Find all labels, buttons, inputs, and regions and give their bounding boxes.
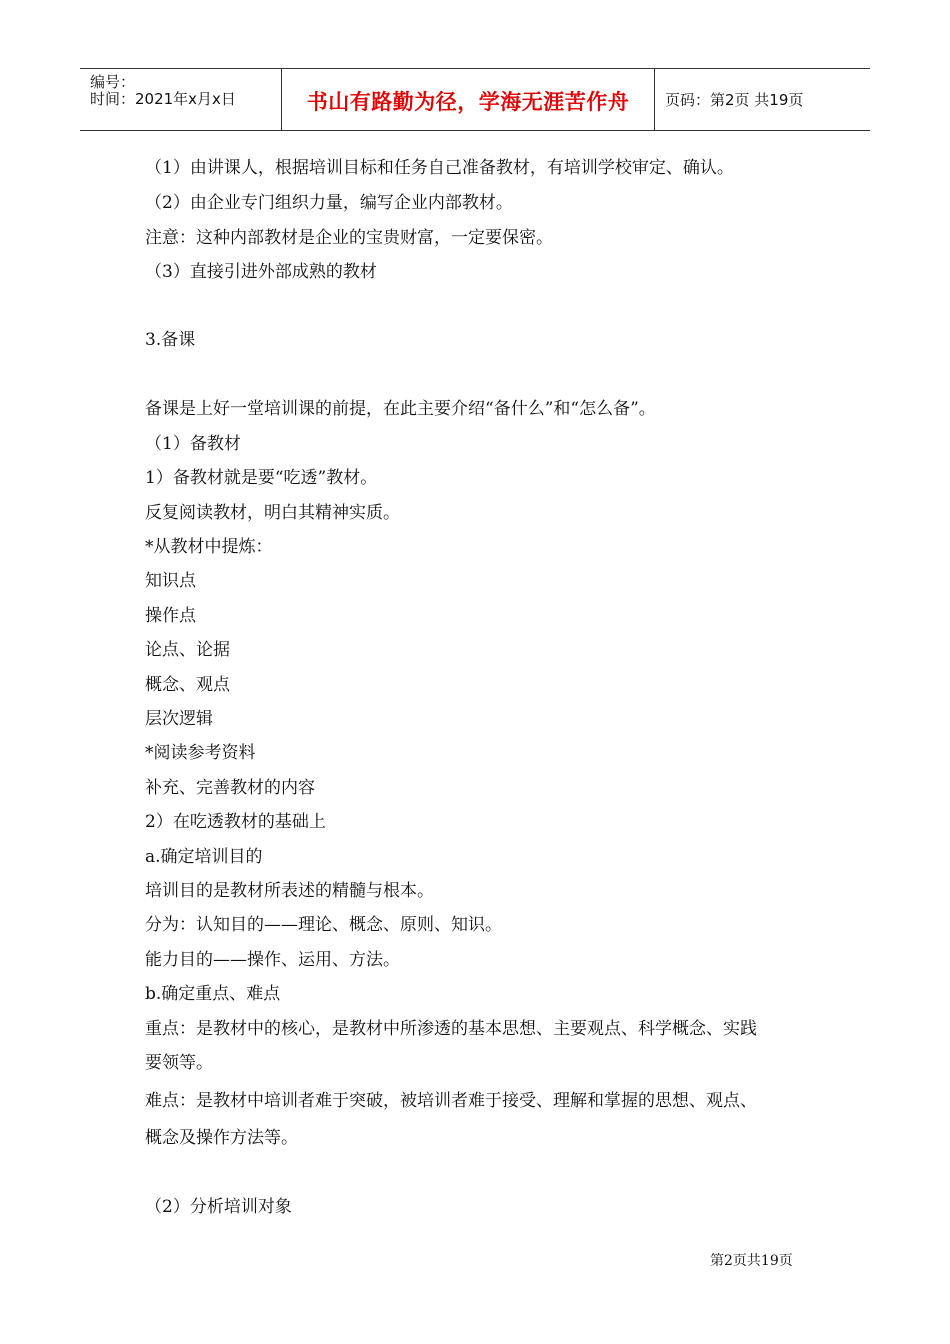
body-line: 备课是上好一堂培训课的前提，在此主要介绍“备什么”和“怎么备”。 <box>145 399 656 419</box>
body-line: （3）直接引进外部成熟的教材 <box>145 262 377 282</box>
body-line: 培训目的是教材所表述的精髓与根本。 <box>145 881 434 901</box>
body-line: 要领等。 <box>145 1053 213 1073</box>
body-line: 难点：是教材中培训者难于突破，被培训者难于接受、理解和掌握的思想、观点、 <box>145 1091 757 1111</box>
body-line: 重点：是教材中的核心，是教材中所渗透的基本思想、主要观点、科学概念、实践 <box>145 1019 757 1039</box>
body-line: （2）由企业专门组织力量，编写企业内部教材。 <box>145 193 513 213</box>
document-date-label: 时间：2021年x月x日 <box>90 90 236 108</box>
body-line: 操作点 <box>145 606 196 626</box>
subsection-heading: （2）分析培训对象 <box>145 1197 292 1217</box>
body-line: b.确定重点、难点 <box>145 984 281 1004</box>
subsection-heading: （1）备教材 <box>145 434 241 454</box>
section-heading: 3.备课 <box>145 330 196 350</box>
body-line: 2）在吃透教材的基础上 <box>145 812 326 832</box>
body-line: 补充、完善教材的内容 <box>145 778 315 798</box>
body-line: *阅读参考资料 <box>145 743 256 763</box>
body-line: 注意：这种内部教材是企业的宝贵财富，一定要保密。 <box>145 228 553 248</box>
body-line: a.确定培训目的 <box>145 847 263 867</box>
body-line: 反复阅读教材，明白其精神实质。 <box>145 503 400 523</box>
body-line: （1）由讲课人，根据培训目标和任务自己准备教材，有培训学校审定、确认。 <box>145 158 734 178</box>
body-line: 层次逻辑 <box>145 709 213 729</box>
body-line: 概念、观点 <box>145 675 230 695</box>
body-line: 概念及操作方法等。 <box>145 1128 298 1148</box>
body-line: 能力目的——操作、运用、方法。 <box>145 950 400 970</box>
body-line: 论点、论据 <box>145 640 230 660</box>
header-motto: 书山有路勤为径，学海无涯苦作舟 <box>306 90 630 114</box>
document-code-label: 编号： <box>90 73 136 91</box>
body-line: 分为：认知目的——理论、概念、原则、知识。 <box>145 915 502 935</box>
body-line: 知识点 <box>145 571 196 591</box>
body-line: 1）备教材就是要“吃透”教材。 <box>145 468 378 488</box>
header-page-number: 页码：第2页 共19页 <box>665 91 804 109</box>
page-footer-number: 第2页共19页 <box>710 1253 793 1269</box>
body-line: *从教材中提炼： <box>145 537 273 557</box>
